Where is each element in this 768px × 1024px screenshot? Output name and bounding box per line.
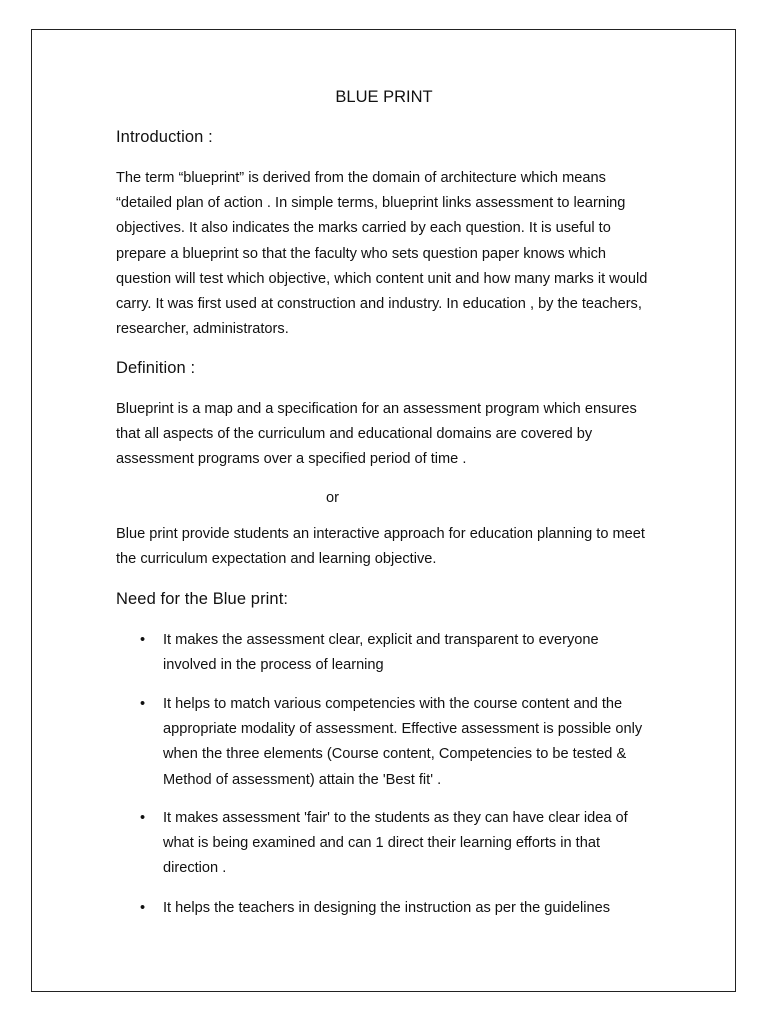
introduction-paragraph: The term “blueprint” is derived from the domain of architecture which means “detailed plan of action . In simple terms, blueprint links assessment to learning objectives. It also indicates the marks carried by each question. It is useful to prepare a blueprint so that the faculty who sets question paper knows which question will test which objective, which content unit and how many marks it would carry. It was first used at construction and industry. In education , by the teachers, researcher, administrators.: [116, 170, 648, 338]
document-title: BLUE PRINT: [335, 88, 433, 106]
definition-paragraph-2: Blue print provide students an interactive approach for education planning to meet the curriculum expectation and learning objective.: [116, 526, 645, 568]
definition-paragraph-1: Blueprint is a map and a specification for an assessment program which ensures that all aspects of the curriculum and educational domains are covered by assessment programs over a specified period of time .: [116, 401, 637, 468]
need-heading: Need for the Blue print:: [116, 590, 289, 608]
bullet-icon: •: [140, 696, 146, 712]
list-item-text: It makes assessment 'fair' to the students as they can have clear idea of what is being examined and can 1 direct their learning efforts in that direction .: [163, 810, 628, 877]
definition-heading: Definition :: [116, 359, 196, 377]
bullet-icon: •: [140, 900, 146, 916]
list-item-text: It helps to match various competencies with the course content and the appropriate modality of assessment. Effective assessment is possible only when the three elements (Course content, Competencies to be tested & Method of assessment) attain the 'Best fit' .: [163, 696, 643, 788]
introduction-heading: Introduction :: [116, 128, 213, 146]
bullet-icon: •: [140, 632, 146, 648]
or-separator: or: [326, 490, 339, 506]
list-item-text: It helps the teachers in designing the instruction as per the guidelines: [163, 900, 611, 916]
bullet-icon: •: [140, 810, 146, 826]
list-item-text: It makes the assessment clear, explicit and transparent to everyone involved in the process of learning: [163, 632, 599, 674]
